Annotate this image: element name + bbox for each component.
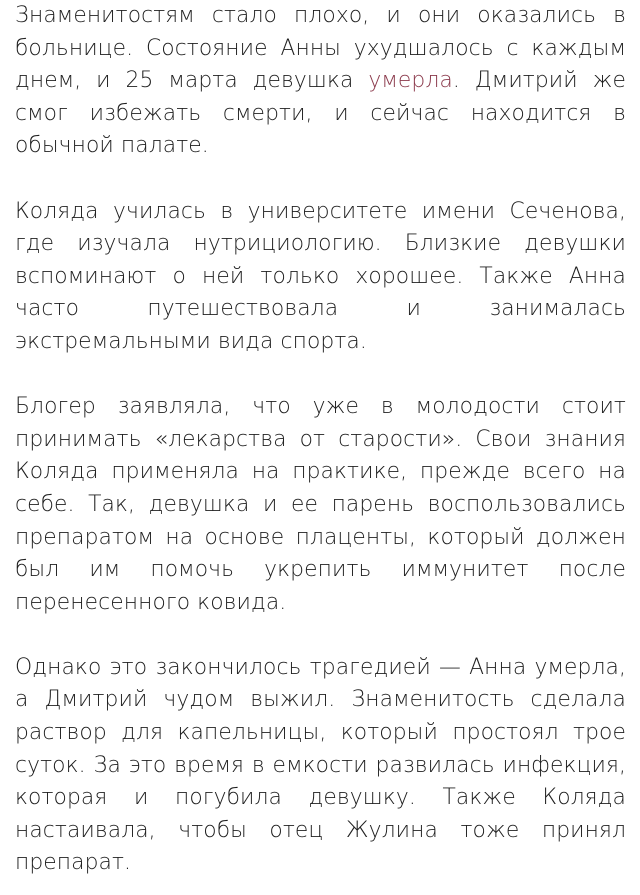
article-paragraph: Однако это закончилось трагедией — Анна умерла, а Дмитрий чудом выжил. Знаменитость сделала раствор для капельницы, который простоял трое суток. За это время в емкости развилась инфекция, которая и погубила девушку. Также Коляда настаивала, чтобы отец Жулина тоже принял препарат.	[15, 654, 626, 876]
article-paragraph: Коляда училась в университете имени Сеченова, где изучала нутрициологию. Близкие девушки вспоминают о ней только хорошее. Также Анна часто путешествовала и занималась экстремальными вида спорта.	[15, 198, 626, 354]
paragraph-text: . Дмитрий же смог избежать смерти, и сейчас находится в обычной палате.	[15, 68, 626, 159]
died-link[interactable]: умерла	[368, 68, 453, 94]
paragraph-text: Знаменитостям стало плохо, и они оказались в больнице. Состояние Анны ухудшалось с каждым днем, и 25 марта девушка	[15, 3, 626, 94]
article-paragraph	[15, 0, 626, 163]
article-paragraph: Блогер заявляла, что уже в молодости стоит принимать «лекарства от старости». Свои знания Коляда применяла на практике, прежде всего на себе. Так, девушка и ее парень воспользовались препаратом на основе плаценты, который должен был им помочь укрепить иммунитет после перенесенного ковида.	[15, 394, 626, 615]
article-body	[15, 0, 626, 880]
